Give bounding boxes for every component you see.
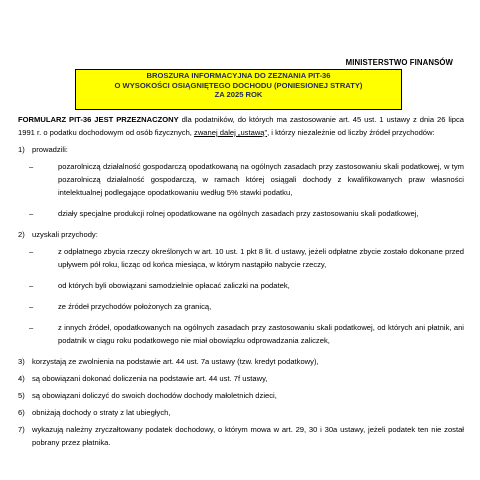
list-item-text: korzystają ze zwolnienia na podstawie art. 44 ust. 7a ustawy (tzw. kredyt podatkowy), (32, 357, 319, 366)
list-item-text: są obowiązani dokonać doliczenia na podstawie art. 44 ust. 7f ustawy, (32, 374, 268, 383)
sub-list-item (18, 245, 464, 271)
sub-list-item-text: ze źródeł przychodów położonych za granicą, (58, 302, 212, 311)
ministry-header: MINISTERSTWO FINANSÓW (345, 58, 453, 67)
sub-list-item (18, 207, 464, 220)
brochure-title-box (75, 69, 402, 110)
list-item-text: wykazują należny zryczałtowany podatek dochodowy, o którym mowa w art. 29, 30 i 30a ustawy, jeżeli podatek ten nie został pobrany przez płatnika. (32, 425, 464, 447)
list-item-number: 1) (18, 145, 25, 154)
intro-text-1: dla podatników, do których ma zastosowanie art. 45 ust. 1 ustawy z dnia 26 lipca 1991 r. o podatku dochodowym od osób fizycznych, (18, 115, 465, 137)
list-item-number: 6) (18, 408, 25, 417)
title-line-2: O WYSOKOŚCI OSIĄGNIĘTEGO DOCHODU (PONIESIONEJ STRATY) (114, 80, 363, 90)
sub-list-item-text: od których byli obowiązani samodzielnie opłacać zaliczki na podatek, (58, 281, 290, 290)
list-item-text: obniżają dochody o straty z lat ubiegłych, (32, 408, 171, 417)
dash-bullet: – (29, 162, 34, 171)
sub-list-item (18, 300, 464, 313)
sub-list-item (18, 279, 464, 292)
list-item (18, 372, 464, 385)
intro-bold-lead: FORMULARZ PIT-36 JEST PRZEZNACZONY (18, 115, 179, 124)
sub-list-item-text: z odpłatnego zbycia rzeczy określonych w art. 10 ust. 1 pkt 8 lit. d ustawy, jeżeli odpłatne zbycie zostało dokonane przed upływem pół roku, licząc od końca miesiąca, w którym nastąpiło nabycie rzeczy, (58, 247, 464, 269)
dash-bullet: – (29, 209, 34, 218)
dash-bullet: – (29, 281, 34, 290)
list-item-number: 2) (18, 230, 25, 239)
dash-bullet: – (29, 302, 34, 311)
list-item-text: uzyskali przychody: (32, 230, 98, 239)
list-item-number: 7) (18, 425, 25, 434)
sub-list-item-text: z innych źródeł, opodatkowanych na ogólnych zasadach przy zastosowaniu skali podatkowej, od których ani płatnik, ani podatnik w ciągu roku podatkowego nie miał obowiązku odprowadzania zaliczek, (58, 323, 464, 345)
title-line-3: ZA 2025 ROK (214, 90, 263, 100)
sub-list-item-text: pozarolniczą działalność gospodarczą opodatkowaną na ogólnych zasadach przy zastosowaniu skali podatkowej, w tym pozarolniczą działalność gospodarczą, w ramach której osiągali dochody z kwalifikowanych praw własności intelektualnej podlegające opodatkowaniu według 5% stawki podatku, (58, 162, 464, 197)
sub-list-item-text: działy specjalne produkcji rolnej opodatkowane na ogólnych zasadach przy zastosowaniu skali podatkowej, (58, 209, 419, 218)
list-item-number: 5) (18, 391, 25, 400)
sub-list (18, 160, 464, 220)
sub-list-item (18, 160, 464, 199)
title-line-1: BROSZURA INFORMACYJNA DO ZEZNANIA PIT-36 (146, 71, 331, 80)
intro-text-2: , i którzy niezależnie od liczby źródeł przychodów: (267, 128, 435, 137)
list-item-number: 3) (18, 357, 25, 366)
list-item-text: są obowiązani doliczyć do swoich dochodów dochody małoletnich dzieci, (32, 391, 277, 400)
list-item-text: prowadzili: (32, 145, 68, 154)
list-item (18, 423, 464, 449)
list-item (18, 406, 464, 419)
numbered-list (18, 143, 464, 449)
dash-bullet: – (29, 323, 34, 332)
sub-list (18, 245, 464, 347)
list-item (18, 389, 464, 402)
list-item (18, 355, 464, 368)
list-item (18, 143, 464, 156)
document-body (18, 113, 464, 453)
intro-underlined: zwanej dalej „ustawą” (194, 128, 268, 137)
dash-bullet: – (29, 247, 34, 256)
list-item-number: 4) (18, 374, 25, 383)
intro-paragraph (18, 113, 464, 139)
list-item (18, 228, 464, 241)
sub-list-item (18, 321, 464, 347)
